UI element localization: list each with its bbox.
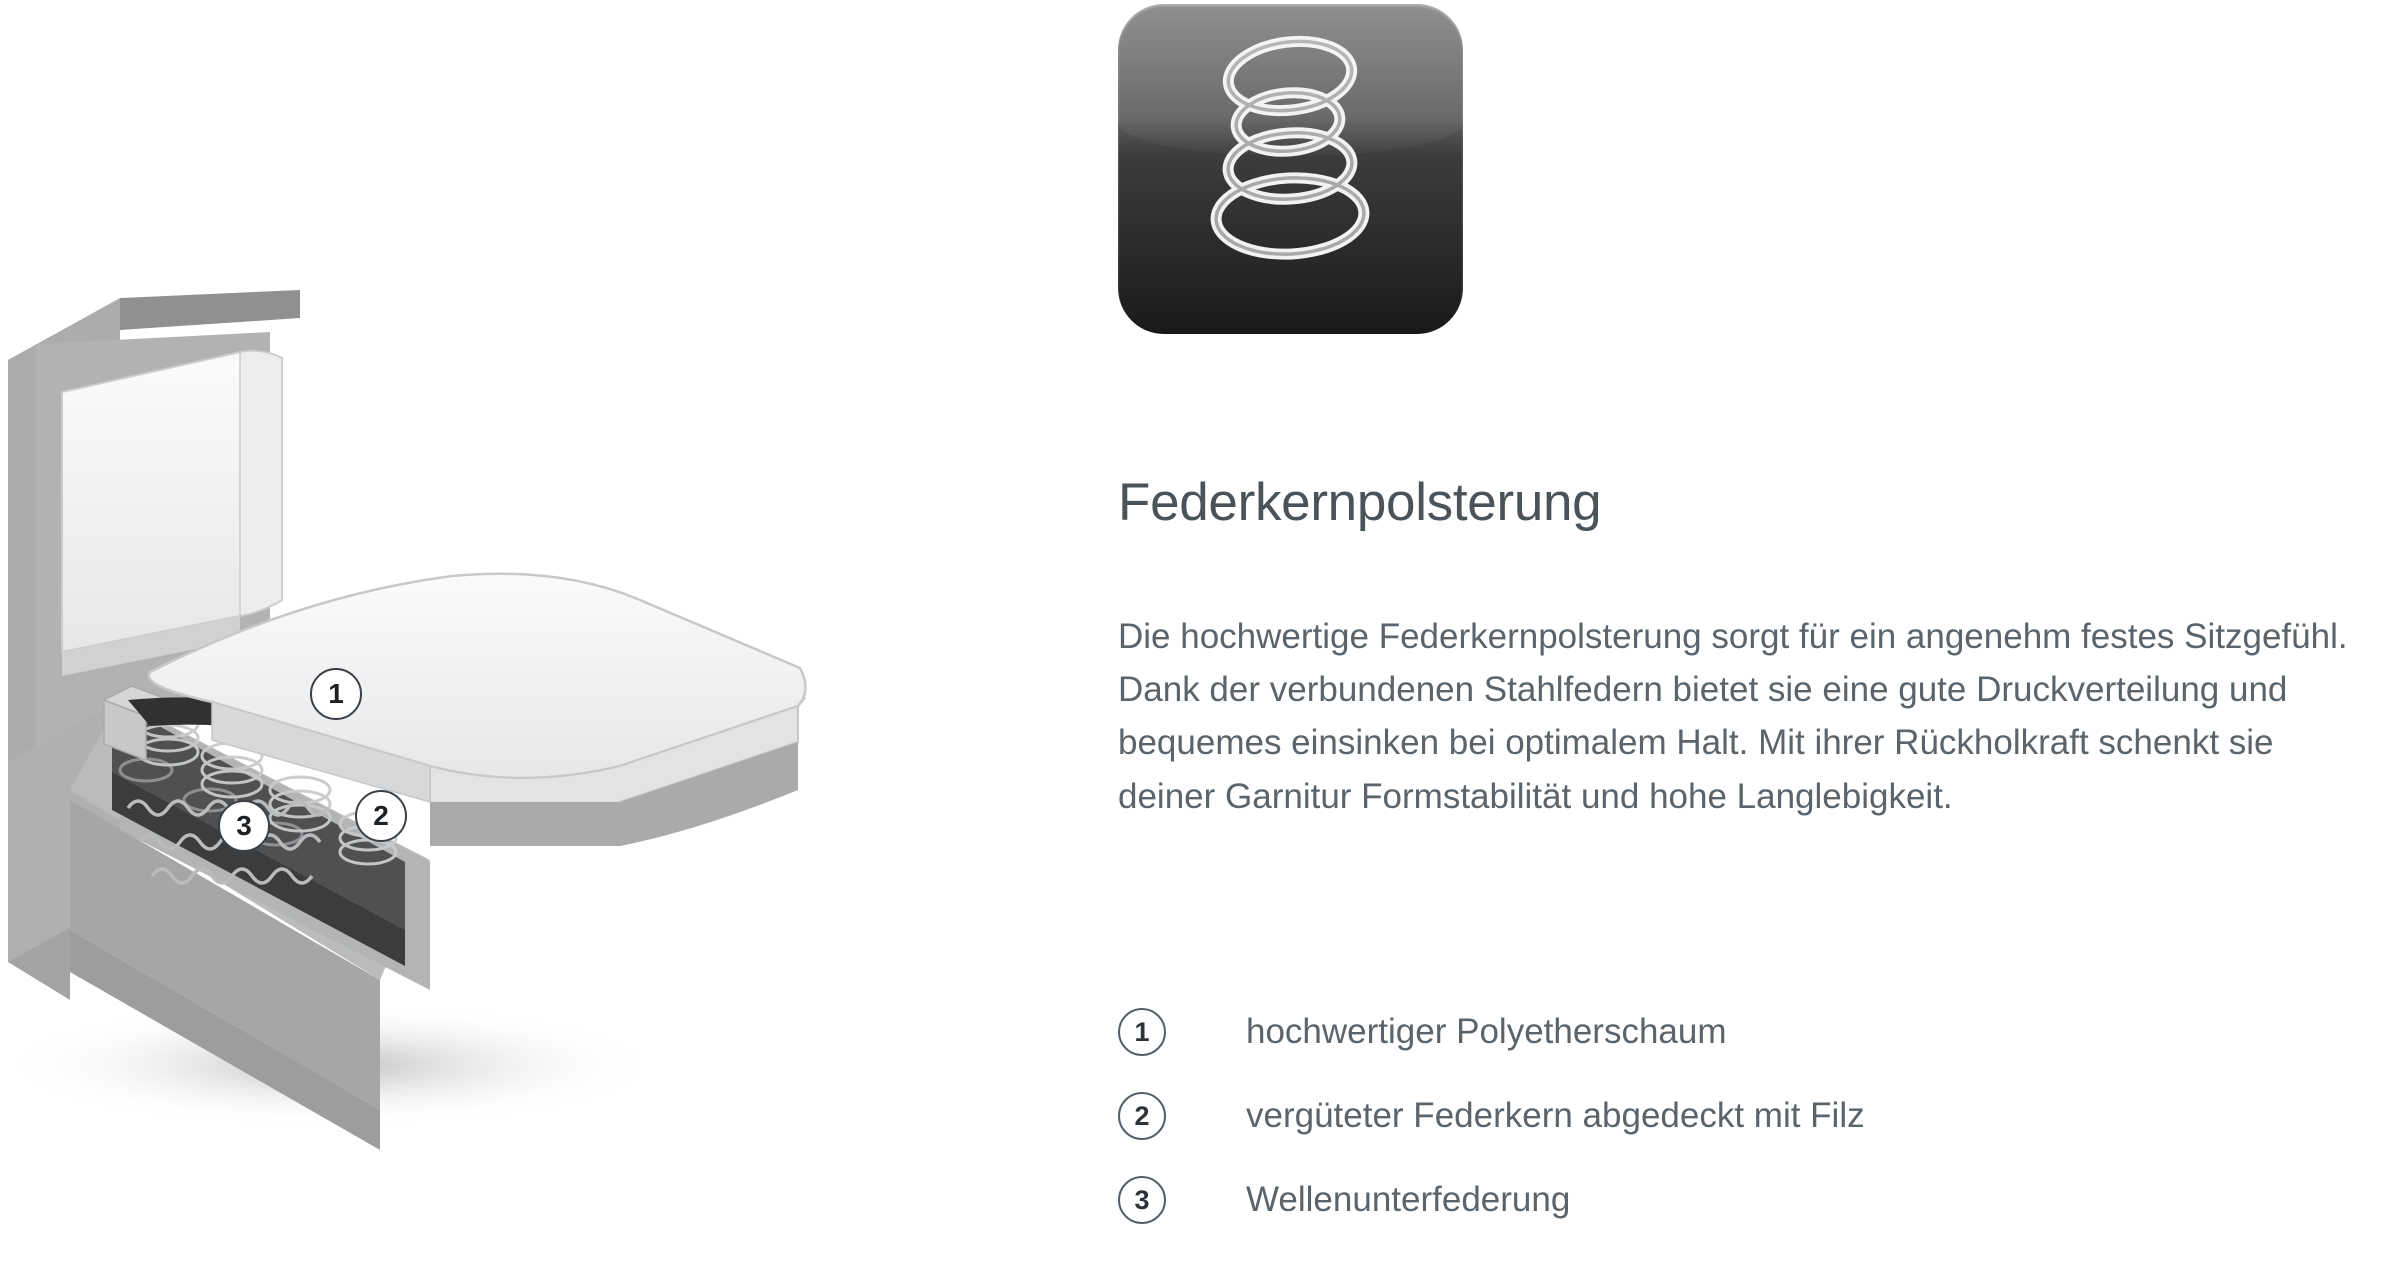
page-title: Federkernpolsterung [1118, 473, 1602, 532]
list-item [1118, 1074, 2318, 1158]
legend-marker-2: 2 [1118, 1092, 1166, 1140]
callout-marker-3: 3 [218, 800, 270, 852]
legend-list [1118, 990, 2318, 1242]
content-pane [1118, 0, 2388, 1280]
legend-label-2: vergüteter Federkern abgedeckt mit Filz [1246, 1096, 1865, 1135]
callout-marker-2: 2 [355, 790, 407, 842]
legend-label-1: hochwertiger Polyetherschaum [1246, 1012, 1727, 1051]
legend-marker-3: 3 [1118, 1176, 1166, 1224]
legend-label-3: Wellenunterfederung [1246, 1180, 1571, 1219]
list-item [1118, 1158, 2318, 1242]
sofa-cutaway-diagram [0, 0, 1100, 1280]
legend-marker-1: 1 [1118, 1008, 1166, 1056]
list-item [1118, 990, 2318, 1074]
coil-spring-glyph [1118, 4, 1463, 334]
callout-marker-1: 1 [310, 668, 362, 720]
description-paragraph: Die hochwertige Federkernpolsterung sorgt für ein angenehm festes Sitzgefühl. Dank der verbundenen Stahlfedern bietet sie eine gute Druckverteilung und bequemes einsinken bei optimalem Halt. Mit ihrer Rückholkraft schenkt sie deiner Garnitur Formstabilität und hohe Langlebigkeit. [1118, 617, 2348, 816]
sofa-cutaway-svg [0, 0, 1100, 1280]
coil-spring-icon [1118, 4, 1463, 334]
